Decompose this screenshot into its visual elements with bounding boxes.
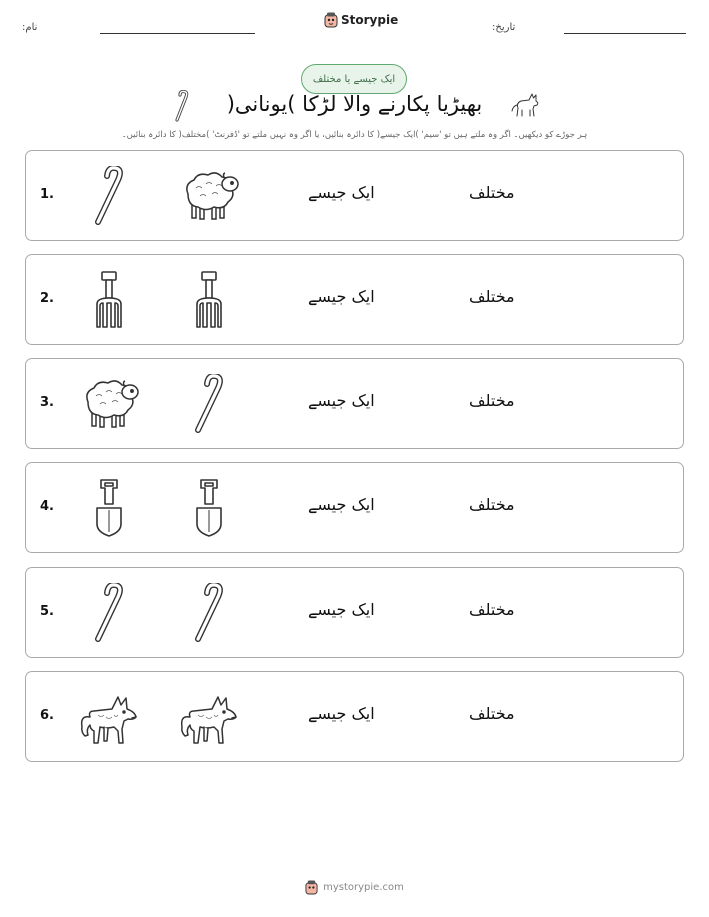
row-number: 5. bbox=[40, 604, 54, 619]
same-option[interactable]: ایک جیسے bbox=[308, 600, 375, 619]
footer bbox=[0, 880, 709, 895]
shovel-icon bbox=[78, 478, 140, 538]
name-line[interactable] bbox=[100, 33, 255, 34]
row-number: 6. bbox=[40, 708, 54, 723]
storypie-mascot-icon bbox=[324, 12, 338, 28]
different-option[interactable]: مختلف bbox=[469, 495, 515, 514]
date-line[interactable] bbox=[564, 33, 686, 34]
footer-mascot-icon bbox=[305, 880, 318, 895]
different-option[interactable]: مختلف bbox=[469, 704, 515, 723]
shovel-icon bbox=[178, 478, 240, 538]
logo-text: Storypie bbox=[341, 13, 399, 27]
same-option[interactable]: ایک جیسے bbox=[308, 287, 375, 306]
sheep-icon bbox=[78, 374, 140, 434]
same-option[interactable]: ایک جیسے bbox=[308, 704, 375, 723]
wolf-icon bbox=[78, 687, 140, 747]
page-title: بھیڑیا پکارنے والا لڑکا )یونانی( bbox=[226, 92, 483, 116]
row-number: 1. bbox=[40, 187, 54, 202]
pair-row bbox=[25, 254, 684, 345]
name-label: :نام bbox=[22, 22, 38, 33]
storypie-logo bbox=[324, 12, 398, 28]
wolf-title-icon bbox=[510, 90, 542, 120]
same-option[interactable]: ایک جیسے bbox=[308, 391, 375, 410]
same-option[interactable]: ایک جیسے bbox=[308, 183, 375, 202]
instructions: ہر جوڑے کو دیکھیں۔ اگر وہ ملتے ہیں تو 'سیم' )ایک جیسے( کا دائرہ بنائیں، یا اگر وہ نہیں ملتے تو 'ڈفرنٹ' )مختلف( کا دائرہ بنائیں۔ bbox=[121, 130, 588, 140]
different-option[interactable]: مختلف bbox=[469, 183, 515, 202]
cane-icon bbox=[178, 374, 240, 434]
sheep-icon bbox=[178, 166, 240, 226]
pair-row bbox=[25, 462, 684, 553]
wolf-icon bbox=[178, 687, 240, 747]
different-option[interactable]: مختلف bbox=[469, 391, 515, 410]
cane-icon bbox=[178, 583, 240, 643]
same-option[interactable]: ایک جیسے bbox=[308, 495, 375, 514]
cane-icon bbox=[78, 583, 140, 643]
pitchfork-icon bbox=[178, 270, 240, 330]
row-number: 3. bbox=[40, 395, 54, 410]
pitchfork-icon bbox=[78, 270, 140, 330]
row-number: 2. bbox=[40, 291, 54, 306]
pair-row bbox=[25, 671, 684, 762]
cane-icon bbox=[78, 166, 140, 226]
footer-url[interactable]: mystorypie.com bbox=[323, 882, 404, 893]
date-label: :تاریخ bbox=[492, 22, 516, 33]
topic-badge: ایک جیسے یا مختلف bbox=[301, 64, 407, 94]
different-option[interactable]: مختلف bbox=[469, 600, 515, 619]
row-number: 4. bbox=[40, 499, 54, 514]
different-option[interactable]: مختلف bbox=[469, 287, 515, 306]
pair-row bbox=[25, 358, 684, 449]
pair-row bbox=[25, 150, 684, 241]
pair-row bbox=[25, 567, 684, 658]
